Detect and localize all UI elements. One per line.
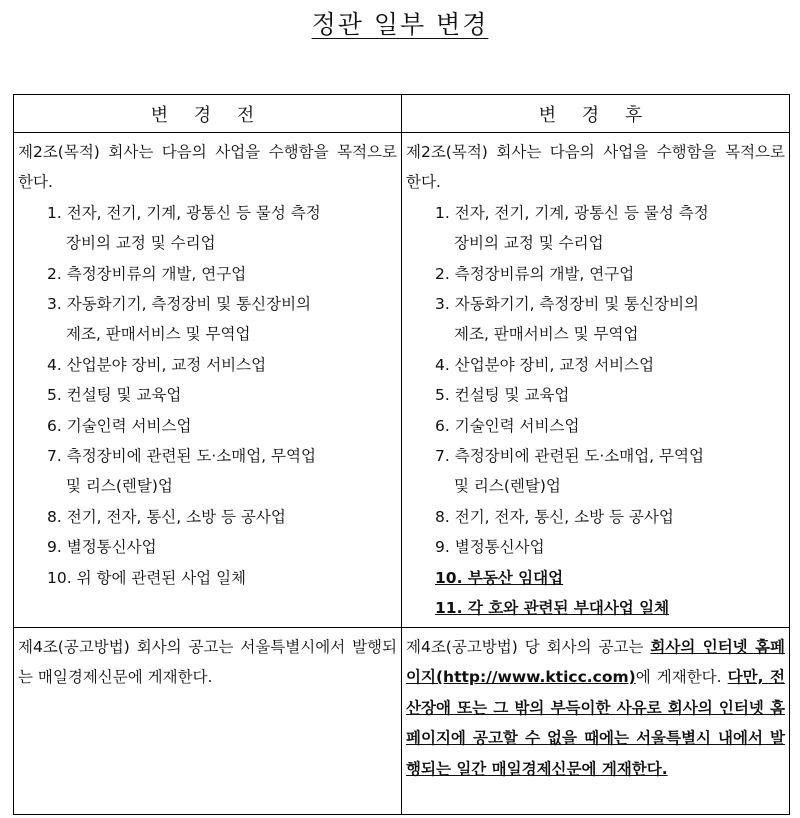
article2-row <box>14 133 790 628</box>
proviso-text: 다만, 전산장애 또는 그 밖의 부득이한 사유로 회사의 인터넷 홈페이지에 공고할 수 없을 때에는 서울특별시 내에서 발행되는 일간 매일경제신문에 게재한다. <box>406 668 785 778</box>
homepage-url-text: 회사의 인터넷 홈페이지(http://www.kticc.com) <box>406 638 785 687</box>
list-item: 2. 측정장비류의 개발, 연구업 <box>47 264 247 283</box>
list-item-added: 11. 각 호와 관련된 부대사업 일체 <box>435 599 670 618</box>
article2-before-list <box>18 198 397 593</box>
article4-before-cell <box>14 628 402 815</box>
list-item: 3. 자동화기기, 측정장비 및 통신장비의 제조, 판매서비스 및 무역업 <box>47 295 312 344</box>
article2-after-list <box>406 198 785 624</box>
article4-after-text: 제4조(공고방법) 당 회사의 공고는 회사의 인터넷 홈페이지(http://www.kticc.com)에 게재한다. 다만, 전산장애 또는 그 밖의 부득이한 사유로 회사의 인터넷 홈페이지에 공고할 수 없을 때에는 서울특별시 내에서 발행되는 일간 매일경제신문에 게재한다. <box>406 638 785 778</box>
list-item: 5. 컨설팅 및 교육업 <box>435 386 570 405</box>
document-title: 정관 일부 변경 <box>311 10 489 39</box>
list-item-added: 10. 부동산 임대업 <box>435 568 564 587</box>
article2-before-intro: 제2조(목적) 회사는 다음의 사업을 수행함을 목적으로 한다. <box>18 143 397 192</box>
list-item: 7. 측정장비에 관련된 도·소매업, 무역업 및 리스(렌탈)업 <box>47 447 316 496</box>
list-item: 8. 전기, 전자, 통신, 소방 등 공사업 <box>47 507 286 526</box>
list-item: 3. 자동화기기, 측정장비 및 통신장비의 제조, 판매서비스 및 무역업 <box>435 295 700 344</box>
header-before: 변 경 전 <box>14 95 402 133</box>
article4-after-cell <box>402 628 790 815</box>
list-item: 1. 전자, 전기, 기계, 광통신 등 물성 측정 장비의 교정 및 수리업 <box>47 203 321 253</box>
list-item: 2. 측정장비류의 개발, 연구업 <box>435 264 635 283</box>
article2-after-intro: 제2조(목적) 회사는 다음의 사업을 수행함을 목적으로 한다. <box>406 143 785 192</box>
list-item: 6. 기술인력 서비스업 <box>435 416 580 435</box>
list-item: 5. 컨설팅 및 교육업 <box>47 386 182 405</box>
list-item: 1. 전자, 전기, 기계, 광통신 등 물성 측정 장비의 교정 및 수리업 <box>435 203 709 253</box>
article2-after-cell <box>402 133 790 628</box>
article4-row <box>14 628 790 815</box>
article4-before-text: 제4조(공고방법) 회사의 공고는 서울특별시에서 발행되는 매일경제신문에 게재한다. <box>18 638 397 687</box>
list-item: 8. 전기, 전자, 통신, 소방 등 공사업 <box>435 507 674 526</box>
header-row <box>14 95 790 133</box>
list-item: 9. 별정통신사업 <box>435 538 545 557</box>
list-item: 6. 기술인력 서비스업 <box>47 416 192 435</box>
header-after: 변 경 후 <box>402 95 790 133</box>
comparison-table <box>13 94 790 815</box>
list-item: 10. 위 항에 관련된 사업 일체 <box>47 568 247 587</box>
article2-before-cell <box>14 133 402 628</box>
list-item: 7. 측정장비에 관련된 도·소매업, 무역업 및 리스(렌탈)업 <box>435 447 704 496</box>
list-item: 4. 산업분야 장비, 교정 서비스업 <box>47 355 267 374</box>
list-item: 9. 별정통신사업 <box>47 538 157 557</box>
list-item: 4. 산업분야 장비, 교정 서비스업 <box>435 355 655 374</box>
